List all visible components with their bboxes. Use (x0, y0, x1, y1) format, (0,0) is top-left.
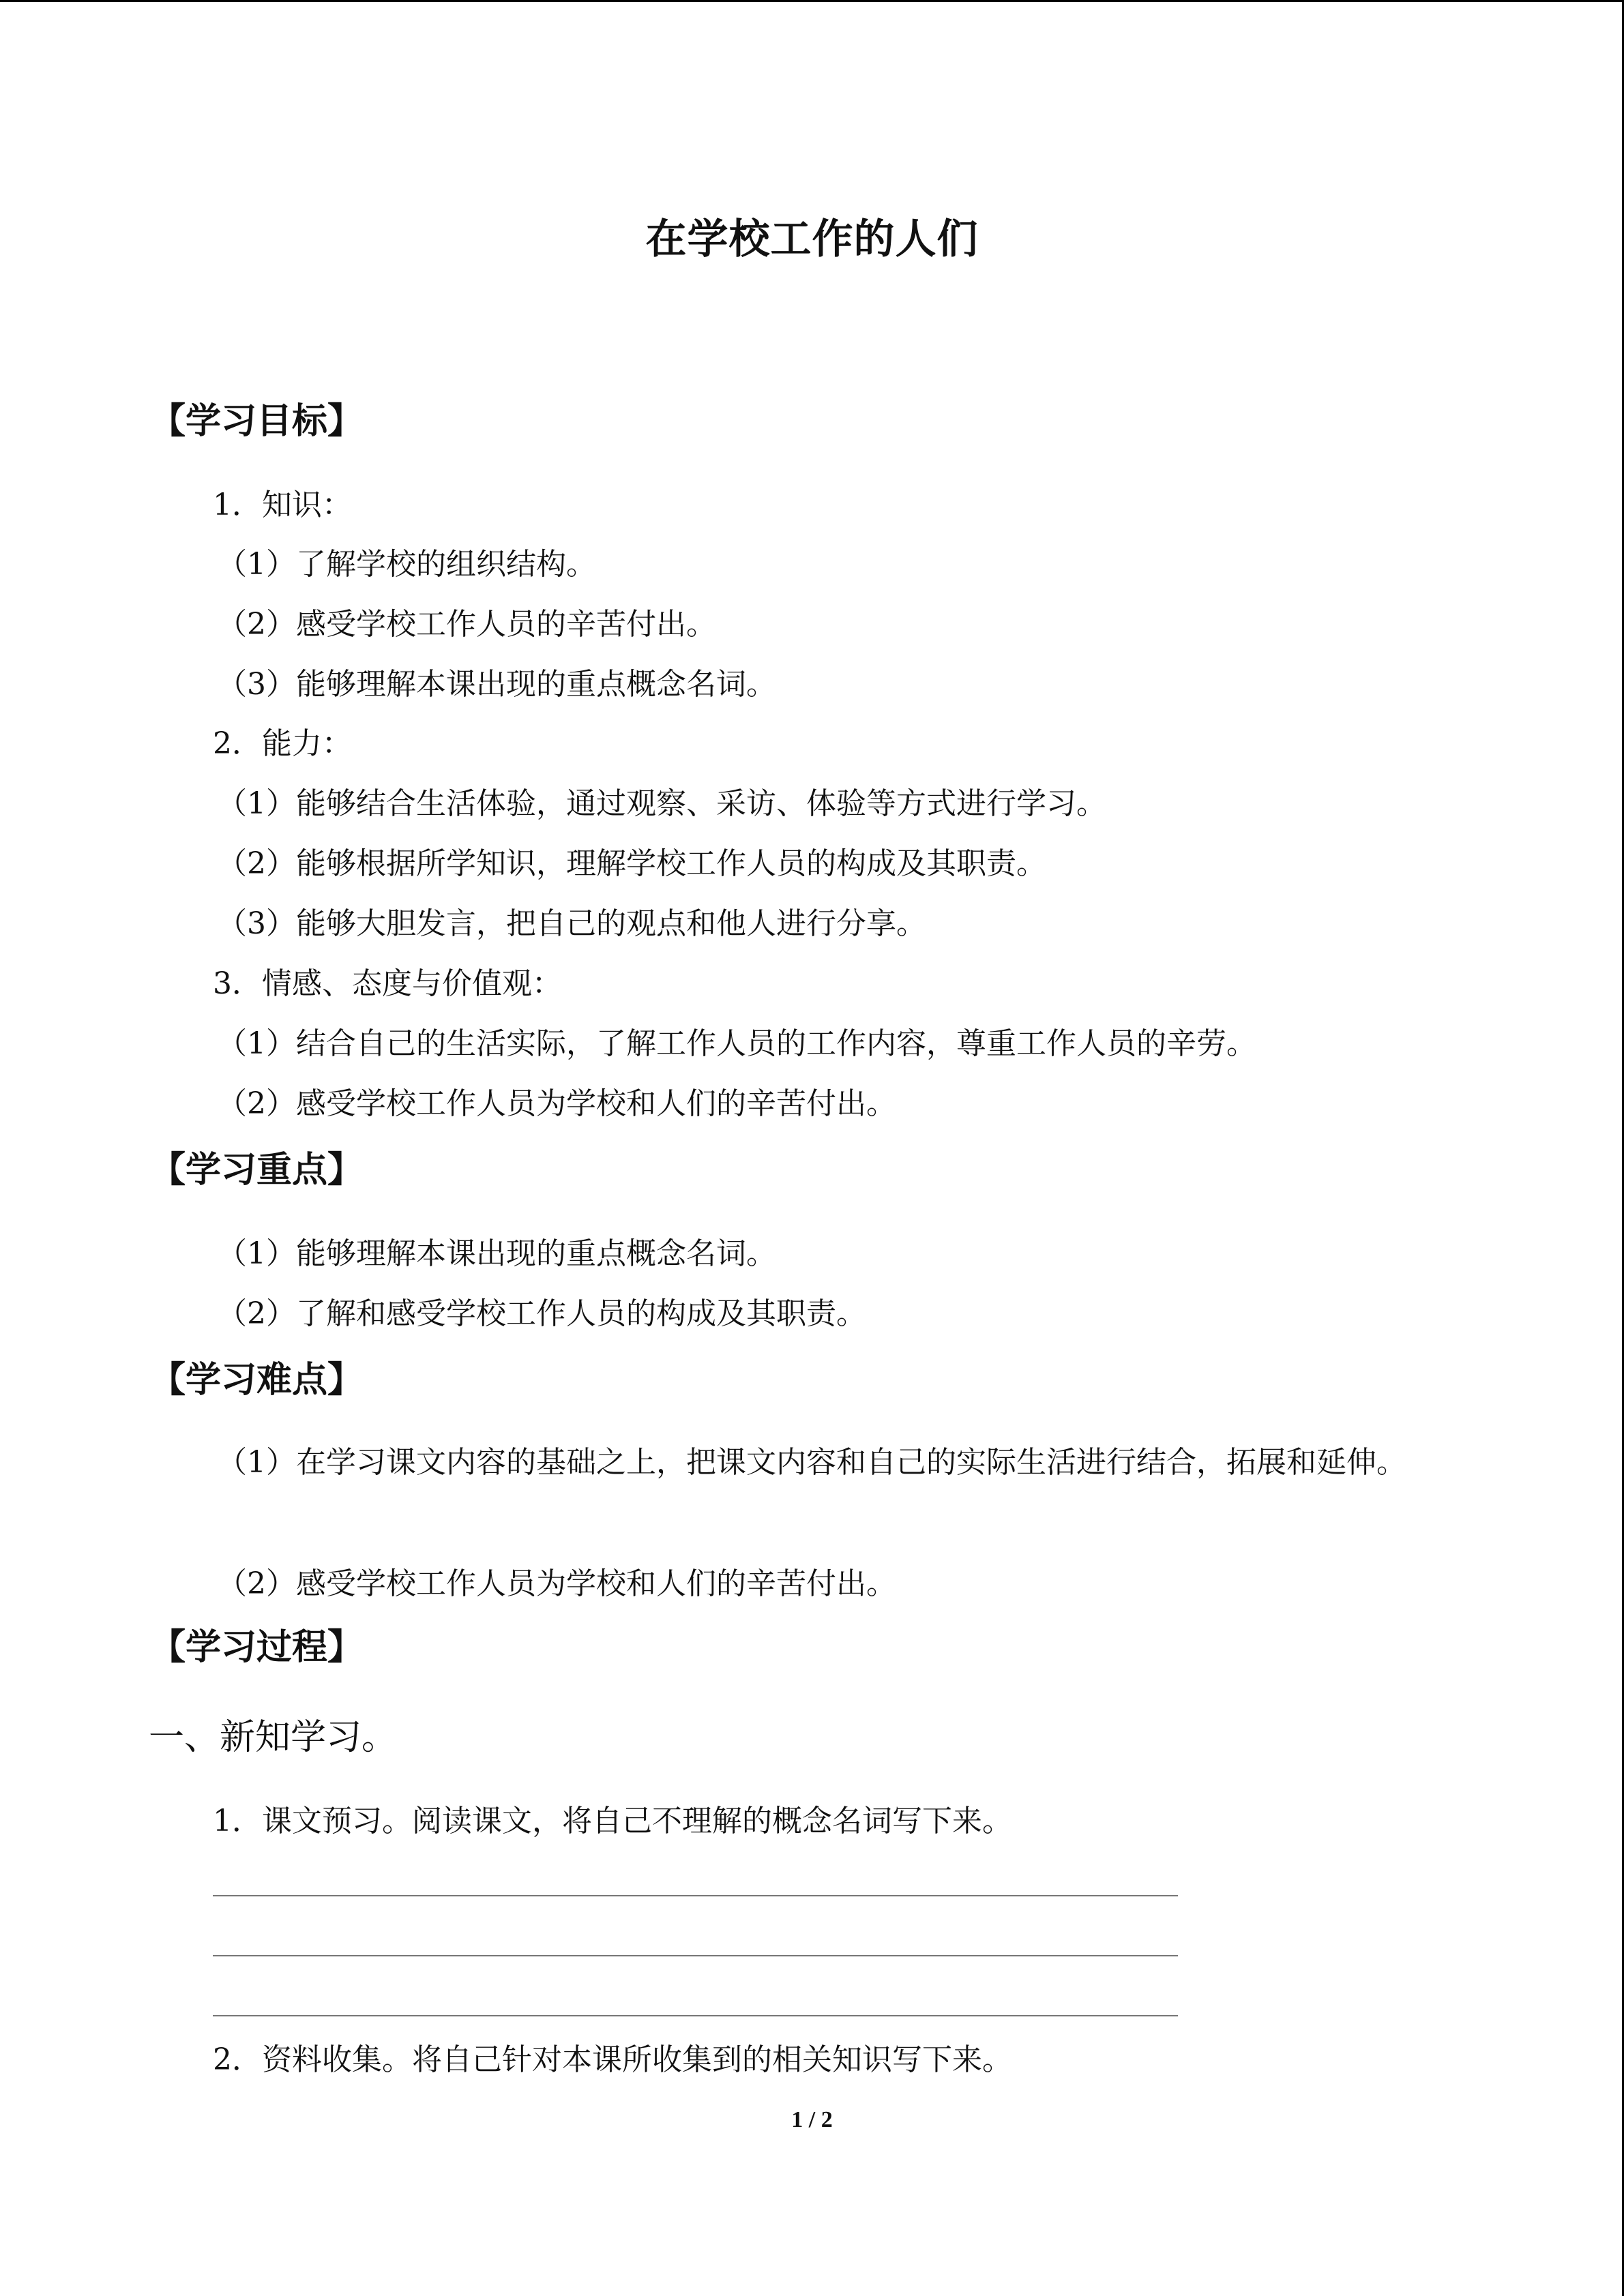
difficulty-item: （1）在学习课文内容的基础之上，把课文内容和自己的实际生活进行结合，拓展和延伸。 (217, 1445, 1406, 1480)
knowledge-item: （1）了解学校的组织结构。 (217, 547, 596, 582)
attitude-item: （2）感受学校工作人员为学校和人们的辛苦付出。 (217, 1086, 896, 1121)
attitude-label: 3．情感、态度与价值观： (213, 966, 562, 1001)
ability-item: （2）能够根据所学知识，理解学校工作人员的构成及其职责。 (217, 846, 1046, 881)
key-point-item: （1）能够理解本课出现的重点概念名词。 (217, 1236, 776, 1271)
knowledge-label: 1．知识： (213, 488, 352, 522)
process-heading: 【学习过程】 (150, 1627, 364, 1668)
knowledge-item: （3）能够理解本课出现的重点概念名词。 (217, 667, 776, 702)
ability-label: 2．能力： (213, 726, 352, 761)
ability-item: （3）能够大胆发言，把自己的观点和他人进行分享。 (217, 906, 926, 941)
knowledge-item: （2）感受学校工作人员的辛苦付出。 (217, 607, 716, 642)
objectives-heading: 【学习目标】 (150, 401, 364, 442)
answer-line[interactable] (213, 1955, 1178, 1956)
attitude-item: （1）结合自己的生活实际，了解工作人员的工作内容，尊重工作人员的辛劳。 (217, 1026, 1256, 1061)
answer-line[interactable] (213, 2015, 1178, 2016)
difficulties-heading: 【学习难点】 (150, 1360, 364, 1401)
page-title: 在学校工作的人们 (645, 215, 979, 263)
ability-item: （1）能够结合生活体验，通过观察、采访、体验等方式进行学习。 (217, 786, 1106, 821)
task-two: 2．资料收集。将自己针对本课所收集到的相关知识写下来。 (213, 2042, 1012, 2077)
page-number: 1 / 2 (791, 2107, 833, 2132)
key-point-item: （2）了解和感受学校工作人员的构成及其职责。 (217, 1296, 866, 1331)
answer-line[interactable] (213, 1895, 1178, 1896)
part-one-title: 一、新知学习。 (149, 1717, 398, 1758)
task-one: 1．课文预习。阅读课文，将自己不理解的概念名词写下来。 (213, 1804, 1012, 1838)
difficulty-item: （2）感受学校工作人员为学校和人们的辛苦付出。 (217, 1566, 896, 1601)
key-points-heading: 【学习重点】 (150, 1150, 364, 1191)
